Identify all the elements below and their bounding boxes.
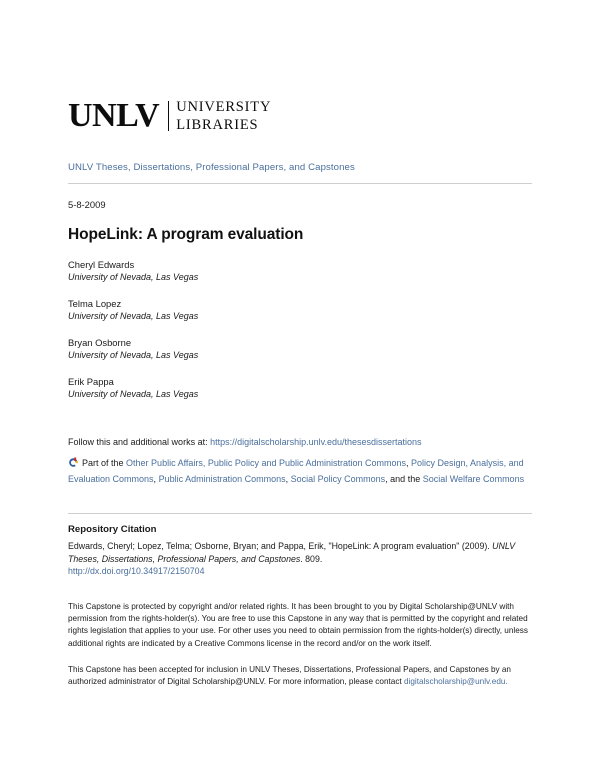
discipline-separator: , xyxy=(285,473,291,484)
citation-doi-link[interactable]: http://dx.doi.org/10.34917/2150704 xyxy=(68,566,205,576)
publication-date: 5-8-2009 xyxy=(68,199,106,210)
rights-paragraph-acceptance xyxy=(68,664,536,688)
discipline-conjunction: , and the xyxy=(385,473,423,484)
logo-divider xyxy=(168,101,169,131)
author-entry xyxy=(68,297,488,323)
author-name: Erik Pappa xyxy=(68,376,114,387)
discipline-link[interactable]: Public Administration Commons xyxy=(158,473,286,484)
citation-authors-title: Edwards, Cheryl; Lopez, Telma; Osborne, Bryan; and Pappa, Erik, "HopeLink: A program evaluation" (2009). xyxy=(68,541,490,551)
author-affiliation: University of Nevada, Las Vegas xyxy=(68,389,199,399)
author-entry xyxy=(68,336,488,362)
author-entry xyxy=(68,258,488,284)
rights-paragraph-copyright: This Capstone is protected by copyright and/or related rights. It has been brought to you by Digital Scholarship@UNLV with permission from the rights-holder(s). You are free to use this Capstone in any way that is permitted by the copyright and related rights legislation that applies to your use. For other uses you need to obtain permission from the rights-holder(s) directly, unless additional rights are indicated by a Creative Commons license in the record and/or on the work itself. xyxy=(68,602,528,648)
author-list xyxy=(68,258,488,414)
author-affiliation: University of Nevada, Las Vegas xyxy=(68,272,199,282)
divider-citation xyxy=(68,513,532,514)
repository-citation-heading: Repository Citation xyxy=(68,524,157,535)
divider-top xyxy=(68,183,532,184)
author-affiliation: University of Nevada, Las Vegas xyxy=(68,350,199,360)
author-affiliation: University of Nevada, Las Vegas xyxy=(68,311,199,321)
logo-lockup-text xyxy=(176,100,271,132)
logo-line-university: UNIVERSITY xyxy=(176,99,272,115)
unlv-wordmark: UNLV xyxy=(68,97,160,134)
follow-prefix: Follow this and additional works at: xyxy=(68,437,208,447)
series-link[interactable]: UNLV Theses, Dissertations, Professional Papers, and Capstones xyxy=(68,162,355,173)
page-title: HopeLink: A program evaluation xyxy=(68,226,304,243)
rights-statement xyxy=(68,601,536,702)
discipline-link[interactable]: Social Policy Commons xyxy=(290,473,386,484)
logo-line-libraries: LIBRARIES xyxy=(176,116,259,133)
citation-number: . 809. xyxy=(300,553,323,564)
digital-commons-network-icon xyxy=(68,457,79,468)
discipline-link[interactable]: Social Welfare Commons xyxy=(422,473,525,484)
discipline-separator: , xyxy=(153,473,159,484)
author-entry xyxy=(68,375,488,401)
discipline-link[interactable]: Other Public Affairs, Public Policy and Public Administration Commons xyxy=(126,458,407,468)
repository-url-link[interactable]: https://digitalscholarship.unlv.edu/thesesdissertations xyxy=(210,437,422,447)
contact-email-link[interactable]: digitalscholarship@unlv.edu. xyxy=(403,677,508,687)
author-name: Bryan Osborne xyxy=(68,337,132,348)
follow-works-line xyxy=(68,436,422,449)
disciplines-line xyxy=(68,455,532,487)
repository-citation-body xyxy=(68,540,538,578)
unlv-university-libraries-logo xyxy=(68,98,271,134)
discipline-link[interactable]: Policy Design, Analysis, and Evaluation Commons xyxy=(68,458,524,484)
author-name: Cheryl Edwards xyxy=(68,259,135,270)
disciplines-prefix: Part of the xyxy=(82,458,124,468)
discipline-separator: , xyxy=(406,458,412,468)
author-name: Telma Lopez xyxy=(68,298,122,309)
citation-series: UNLV Theses, Dissertations, Professional Papers, and Capstones xyxy=(68,541,516,564)
acceptance-text: This Capstone has been accepted for inclusion in UNLV Theses, Dissertations, Professional Papers, and Capstones by an authorized administrator of Digital Scholarship@UNLV. For more information, please contact xyxy=(68,664,511,687)
